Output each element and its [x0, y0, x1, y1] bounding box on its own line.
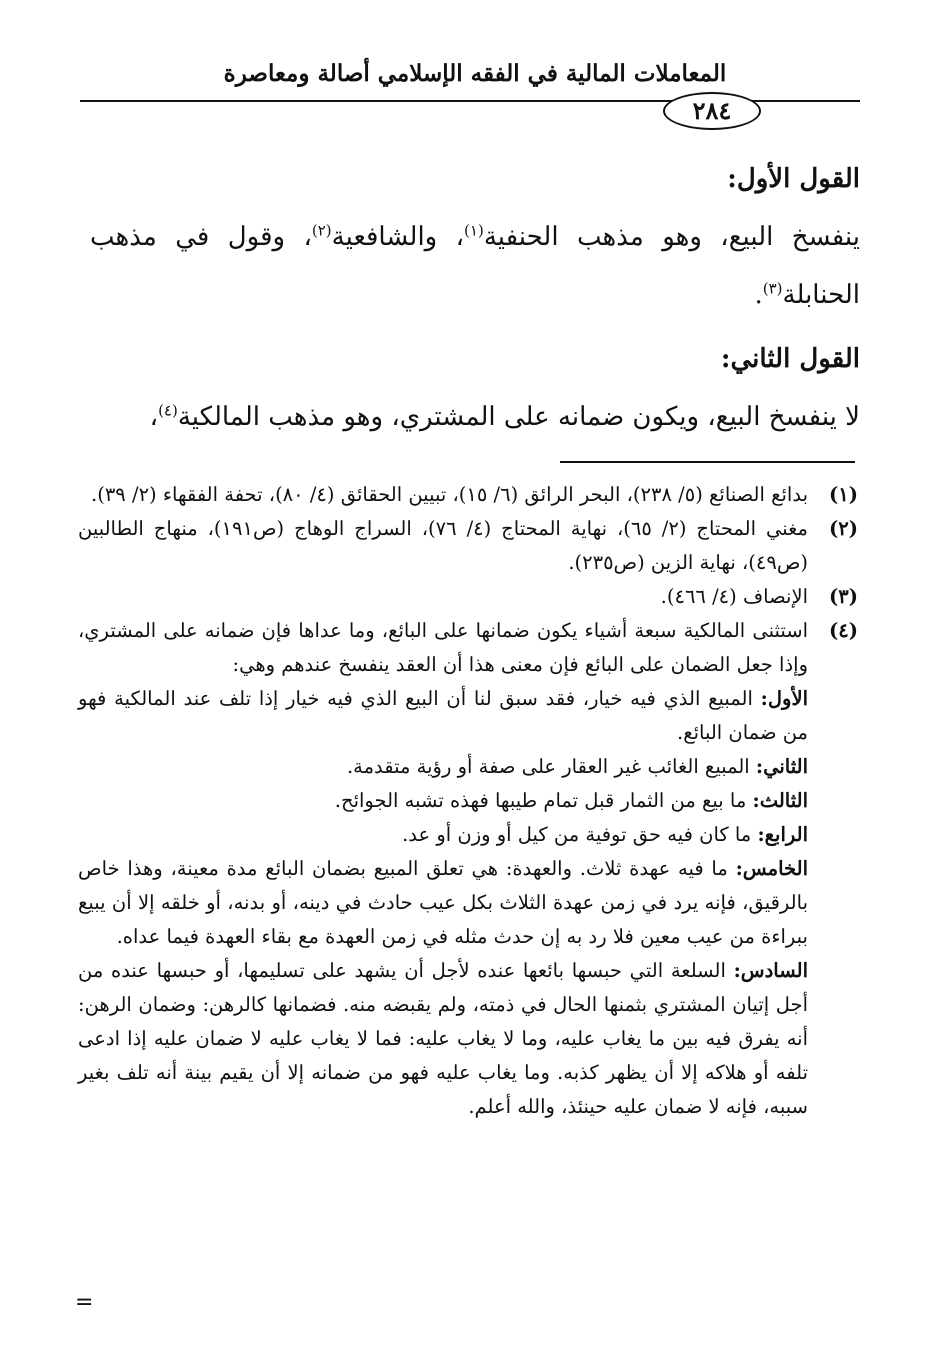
main-text	[90, 150, 860, 446]
item-text: ما بيع من الثمار قبل تمام طيبها فهذه تشبه الجوائح.	[334, 789, 753, 812]
item-label: الثاني:	[755, 755, 808, 778]
footnote-ref-1[interactable]: (١)	[464, 221, 484, 240]
item-label: الأول:	[760, 687, 808, 710]
item-label: الثالث:	[752, 789, 808, 812]
paragraph-first-opinion	[90, 208, 860, 324]
running-header-title: المعاملات المالية في الفقه الإسلامي أصالة ومعاصرة	[223, 60, 727, 87]
heading-second-opinion: القول الثاني:	[720, 344, 860, 374]
footnote-text: مغني المحتاج (٢/ ٦٥)، نهاية المحتاج (٤/ ٧٦)، السراج الوهاج (ص١٩١)، منهاج الطالبين (ص٤٩)، نهاية الزين (ص٢٣٥).	[78, 517, 808, 574]
item-text: السلعة التي حبسها بائعها عنده لأجل أن يشهد على تسليمها، أو حبسها عنده من أجل إتيان المشتري بثمنها الحال في ذمته، ولم يقبضه منه. فضمانها كالرهن: وضمان الرهن: أنه يفرق فيه بين ما يغاب عليه، وما لا يغاب عليه: فما لا يغاب عليه لا ضمان عليه إذا ادعى تلفه أو هلاكه إلا أن يظهر كذبه. وما يغاب عليه فهو من ضمانه إلا أن يقيم بينة أنه تلف بغير سببه، فإنه لا ضمان عليه حينئذ، والله أعلم.	[78, 959, 808, 1118]
footnotes-section	[78, 478, 858, 1124]
item-label: الرابع:	[757, 823, 808, 846]
continuation-mark: =	[75, 1290, 94, 1315]
page-number: ٢٨٤	[663, 92, 761, 130]
footnote-ref-4[interactable]: (٤)	[158, 401, 178, 420]
item-text: ما كان فيه حق توفية من كيل أو وزن أو عد.	[402, 823, 758, 846]
para1-part-c: ، وقول في مذهب الحنابلة	[90, 222, 860, 310]
footnote-text: استثنى المالكية سبعة أشياء يكون ضمانها على البائع، وما عداها فإن ضمانه على المشتري، وإذا جعل الضمان على البائع فإن معنى هذا أن العقد ينفسخ عندهم وهي:	[78, 619, 808, 676]
paragraph-second-opinion	[90, 388, 860, 446]
item-label: الخامس:	[735, 857, 808, 880]
exception-item-6	[78, 954, 808, 1124]
exception-item-3	[78, 784, 808, 818]
exception-item-1	[78, 682, 808, 750]
footnote-number: (١)	[829, 483, 858, 506]
para2-end: ،	[149, 402, 159, 432]
item-text: المبيع الغائب غير العقار على صفة أو رؤية متقدمة.	[346, 755, 756, 778]
para1-part-a: ينفسخ البيع، وهو مذهب الحنفية	[483, 222, 860, 252]
para1-end: .	[754, 280, 763, 310]
exception-item-5	[78, 852, 808, 954]
footnote-1	[78, 478, 858, 512]
footnote-ref-3[interactable]: (٣)	[762, 279, 783, 298]
para1-part-b: ، والشافعية	[331, 222, 465, 252]
para2-part-a: لا ينفسخ البيع، ويكون ضمانه على المشتري، وهو مذهب المالكية	[177, 402, 860, 432]
footnote-number: (٣)	[829, 585, 858, 608]
footnote-number: (٢)	[829, 517, 858, 540]
exception-item-2	[78, 750, 808, 784]
footnote-ref-2[interactable]: (٢)	[311, 221, 332, 240]
item-text: ما فيه عهدة ثلاث. والعهدة: هي تعلق المبيع بضمان البائع مدة معينة، وهذا خاص بالرقيق، فإنه يرد في زمن عهدة الثلاث بكل عيب حادث في دينه، أو بدنه، أو خلقه إلا أن يبيع ببراءة من عيب معين فلا رد به إن حدث مثله في زمن العهدة مع بقاء العهدة فيما عداه.	[78, 857, 808, 948]
footnote-number: (٤)	[829, 619, 858, 642]
heading-first-opinion: القول الأول:	[727, 164, 860, 194]
footnote-separator	[560, 461, 855, 463]
footnote-text: بدائع الصنائع (٥/ ٢٣٨)، البحر الرائق (٦/ ١٥)، تبيين الحقائق (٤/ ٨٠)، تحفة الفقهاء (٢/ ٣٩).	[91, 483, 808, 506]
item-text: المبيع الذي فيه خيار، فقد سبق لنا أن البيع الذي فيه خيار إذا تلف عند المالكية فهو من ضمان البائع.	[78, 687, 808, 744]
exception-item-4	[78, 818, 808, 852]
footnote-text: الإنصاف (٤/ ٤٦٦).	[660, 585, 808, 608]
footnote-2	[78, 512, 858, 580]
item-label: السادس:	[733, 959, 808, 982]
footnote-3	[78, 580, 858, 614]
footnote-4	[78, 614, 858, 1124]
